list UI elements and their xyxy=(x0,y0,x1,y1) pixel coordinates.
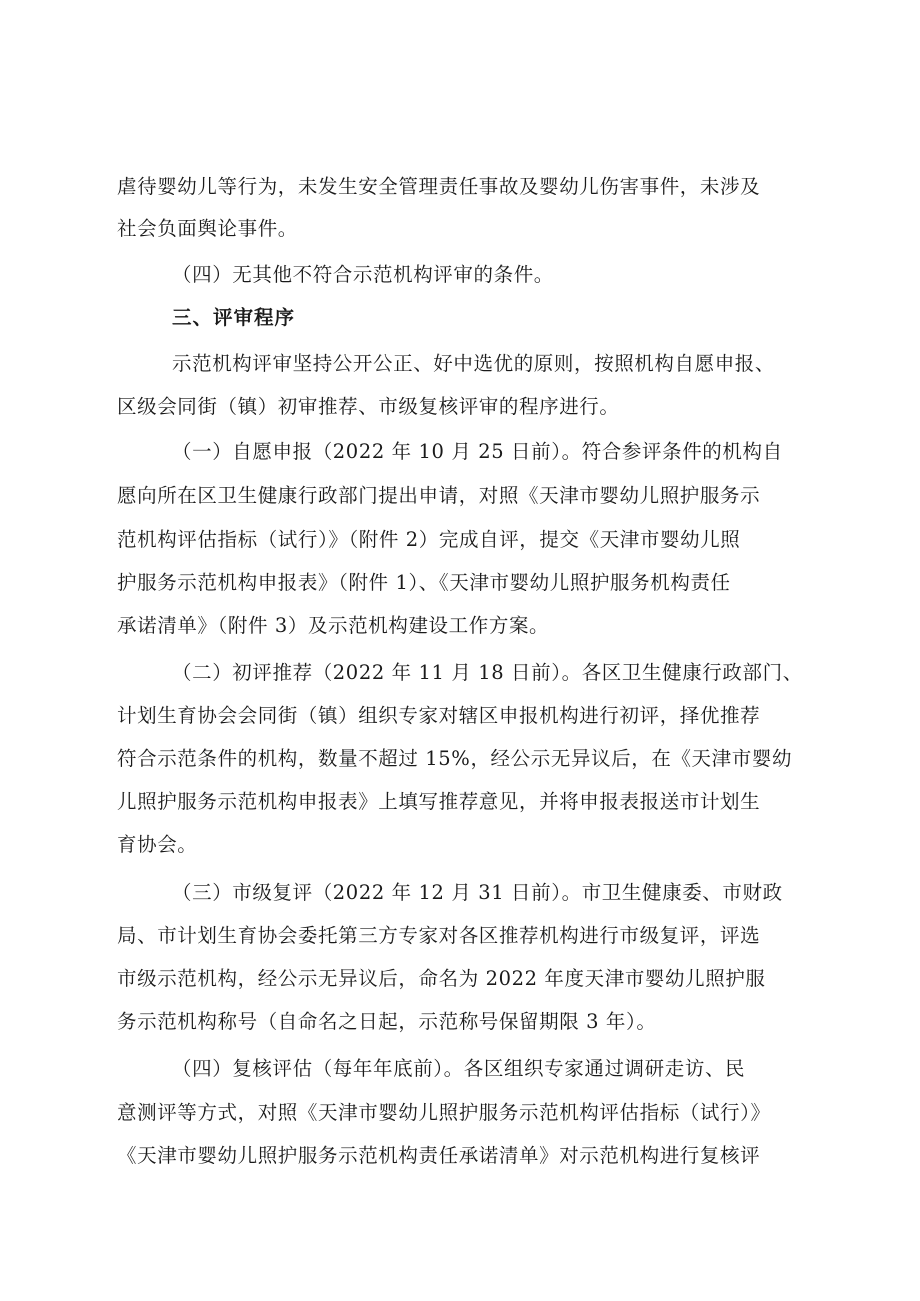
paragraph-line: （四）复核评估（每年年底前）。各区组织专家通过调研走访、民 xyxy=(172,1057,746,1080)
paragraph-line: 儿照护服务示范机构申报表》上填写推荐意见，并将申报表报送市计划生 xyxy=(117,790,761,813)
paragraph-line: 区级会同街（镇）初审推荐、市级复核评审的程序进行。 xyxy=(117,395,620,418)
paragraph-line: （三）市级复评（2022 年 12 月 31 日前）。市卫生健康委、市财政 xyxy=(172,881,783,904)
paragraph-line: 护服务示范机构申报表》（附件 1）、《天津市婴幼儿照护服务机构责任 xyxy=(117,571,731,594)
paragraph-line: 育协会。 xyxy=(117,833,198,856)
paragraph-line: 局、市计划生育协会委托第三方专家对各区推荐机构进行市级复评，评选 xyxy=(117,924,761,947)
paragraph-line: 虐待婴幼儿等行为，未发生安全管理责任事故及婴幼儿伤害事件，未涉及 xyxy=(117,175,761,198)
paragraph-line: 愿向所在区卫生健康行政部门提出申请，对照《天津市婴幼儿照护服务示 xyxy=(117,484,761,507)
paragraph-line: 符合示范条件的机构，数量不超过 15%，经公示无异议后，在《天津市婴幼 xyxy=(117,747,793,770)
paragraph-line: 市级示范机构，经公示无异议后，命名为 2022 年度天津市婴幼儿照护服 xyxy=(117,967,766,990)
paragraph-line: （一）自愿申报（2022 年 10 月 25 日前）。符合参评条件的机构自 xyxy=(172,440,783,463)
paragraph-line: 范机构评估指标（试行）》（附件 2）完成自评，提交《天津市婴幼儿照 xyxy=(117,528,741,551)
paragraph-line: 社会负面舆论事件。 xyxy=(117,217,298,240)
paragraph-line: 意测评等方式，对照《天津市婴幼儿照护服务示范机构评估指标（试行）》 xyxy=(117,1101,771,1124)
paragraph-line: 《天津市婴幼儿照护服务示范机构责任承诺清单》对示范机构进行复核评 xyxy=(117,1144,761,1167)
paragraph-line: 承诺清单》（附件 3）及示范机构建设工作方案。 xyxy=(117,614,550,637)
section-heading: 三、评审程序 xyxy=(172,306,296,329)
paragraph-line: （四）无其他不符合示范机构评审的条件。 xyxy=(172,263,554,286)
paragraph-line: 示范机构评审坚持公开公正、好中选优的原则，按照机构自愿申报、 xyxy=(172,352,776,375)
paragraph-line: 务示范机构称号（自命名之日起，示范称号保留期限 3 年）。 xyxy=(117,1010,657,1033)
paragraph-line: （二）初评推荐（2022 年 11 月 18 日前）。各区卫生健康行政部门、 xyxy=(172,661,803,684)
paragraph-line: 计划生育协会会同街（镇）组织专家对辖区申报机构进行初评，择优推荐 xyxy=(117,704,761,727)
